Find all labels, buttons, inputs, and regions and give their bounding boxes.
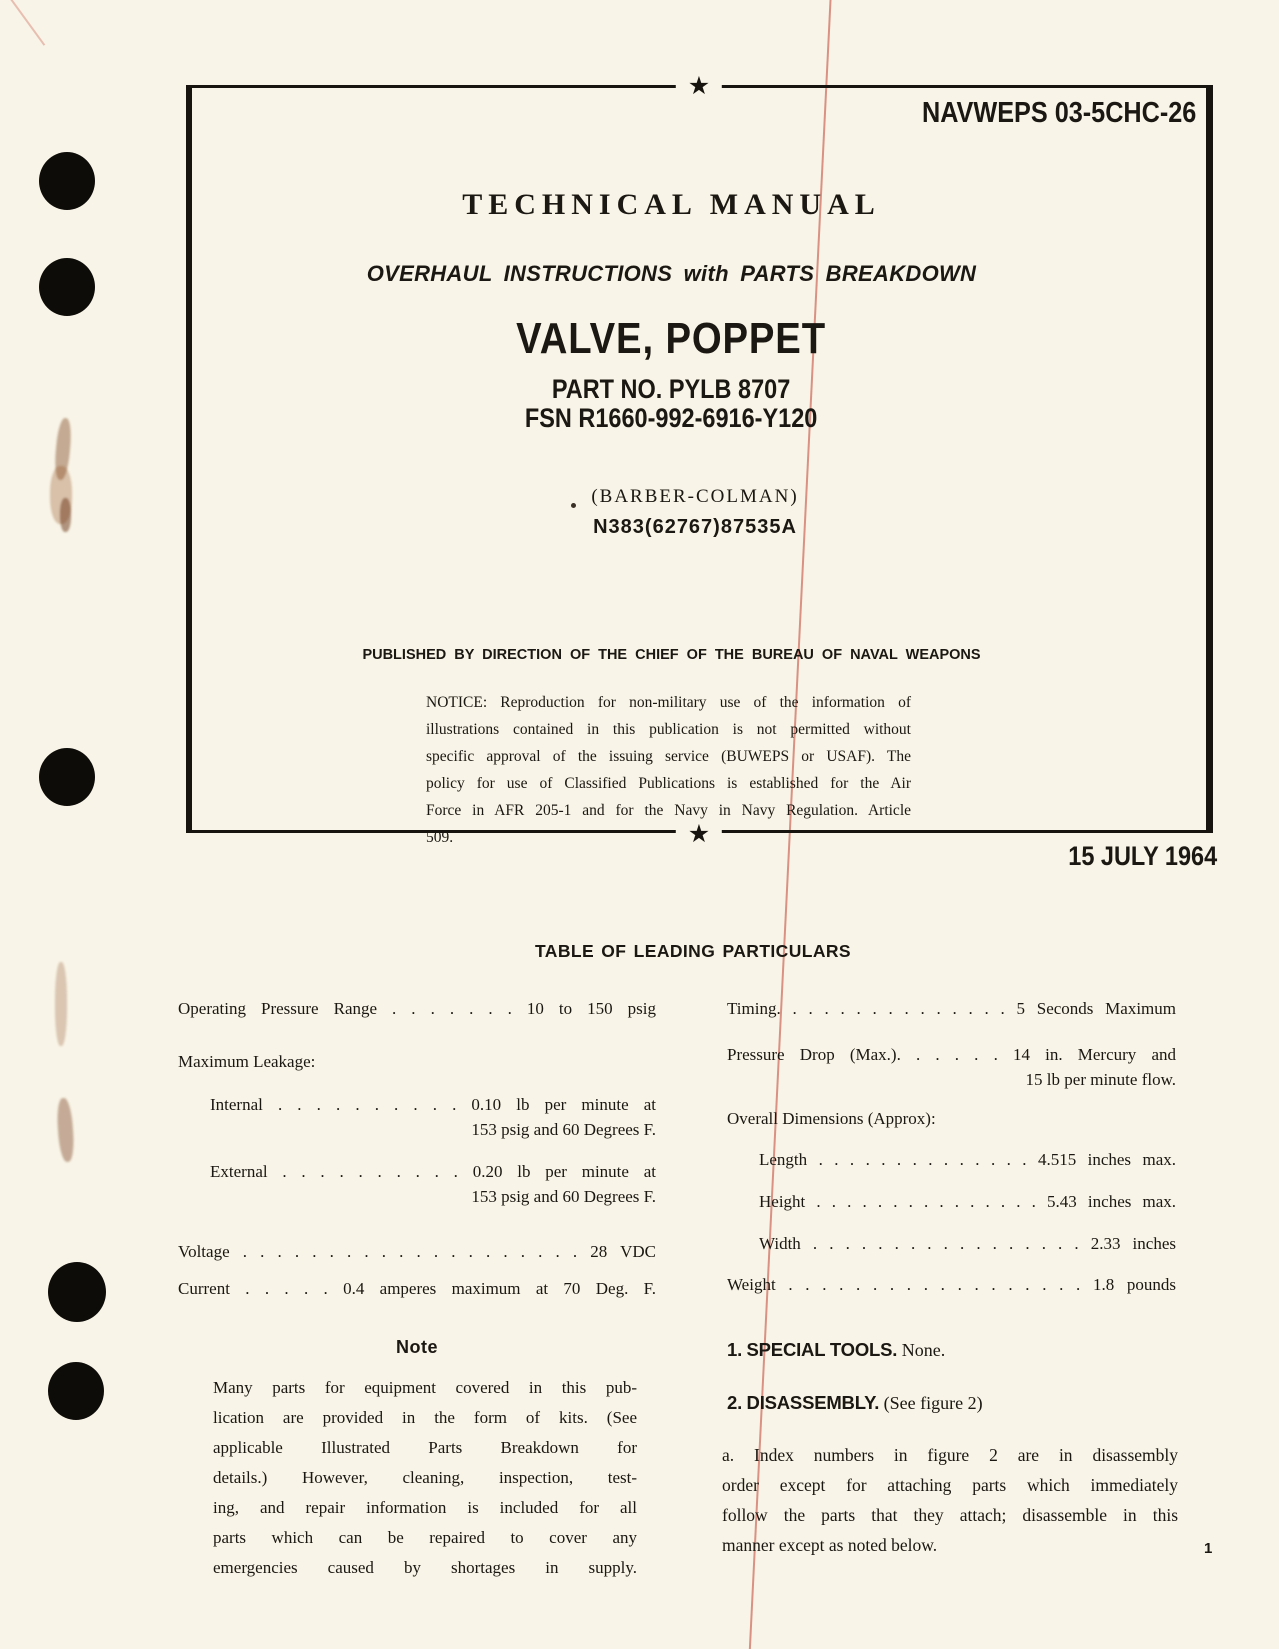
red-scan-line: [6, 0, 45, 46]
binder-hole: [48, 1262, 106, 1322]
page-number: 1: [1204, 1540, 1213, 1557]
manufacturer-code: N383(62767)87535A: [593, 516, 797, 538]
doc-number: NAVWEPS 03-5CHC-26: [921, 97, 1196, 129]
notice-line: NOTICE: Reproduction for non-military use of the information of: [426, 694, 911, 711]
note-paragraph: [213, 1373, 637, 1583]
particular-row: Maximum Leakage:: [178, 1052, 316, 1071]
manual-subtitle: OVERHAUL INSTRUCTIONS with PARTS BREAKDOWN: [366, 261, 977, 286]
particular-continuation: 15 lb per minute flow.: [1025, 1070, 1176, 1089]
binder-hole: [39, 152, 95, 210]
note-line: ing, and repair information is included for all: [213, 1498, 637, 1517]
title-box: [186, 71, 1213, 848]
particular-row: Weight . . . . . . . . . . . . . . . . . . 1.8 pounds: [727, 1275, 1176, 1294]
binder-hole: [39, 258, 95, 316]
particular-row: Height . . . . . . . . . . . . . . . 5.43 inches max.: [759, 1192, 1176, 1211]
note-line: lication are provided in the form of kits. (See: [213, 1408, 637, 1427]
section-title: SPECIAL TOOLS.: [746, 1339, 898, 1360]
particular-row: Pressure Drop (Max.). . . . . . 14 in. Mercury and: [727, 1045, 1176, 1064]
disassembly-paragraph: [722, 1440, 1178, 1560]
notice-line: Force in AFR 205-1 and for the Navy in Navy Regulation. Article: [426, 802, 911, 819]
binder-hole: [39, 748, 95, 806]
manufacturer-name: (BARBER-COLMAN): [591, 486, 799, 507]
section-number: 2.: [727, 1392, 743, 1413]
particular-row: Width . . . . . . . . . . . . . . . . . 2.33 inches: [759, 1234, 1176, 1253]
issue-date: 15 JULY 1964: [1068, 841, 1217, 871]
note-line: applicable Illustrated Parts Breakdown for: [213, 1438, 637, 1457]
scan-artifact: [56, 1098, 75, 1163]
notice-line: policy for use of Classified Publications is established for the Air: [426, 775, 911, 792]
section-text: None.: [901, 1340, 946, 1360]
scan-artifact: [60, 498, 71, 532]
particulars-right: [727, 999, 1176, 1329]
particular-row: Length . . . . . . . . . . . . . . 4.515 inches max.: [759, 1150, 1176, 1169]
notice-line: specific approval of the issuing service (BUWEPS or USAF). The: [426, 748, 911, 765]
star-icon-top: ★: [676, 73, 722, 98]
notice-line: illustrations contained in this publication is not permitted without: [426, 721, 911, 738]
notice-line: 509.: [426, 829, 454, 846]
particular-row: Voltage . . . . . . . . . . . . . . . . . . . . 28 VDC: [178, 1242, 656, 1261]
part-number: PART NO. PYLB 8707: [552, 374, 791, 404]
para-line: manner except as noted below.: [722, 1535, 938, 1555]
particular-row: Internal . . . . . . . . . . 0.10 lb per minute at: [210, 1095, 656, 1114]
particular-row: Current . . . . . 0.4 amperes maximum at 70 Deg. F.: [178, 1279, 656, 1298]
particular-row: Operating Pressure Range . . . . . . . 10 to 150 psig: [178, 999, 656, 1018]
note-line: parts which can be repaired to cover any: [213, 1528, 637, 1547]
scan-artifact: [55, 962, 67, 1046]
item-title: VALVE, POPPET: [516, 314, 827, 363]
binder-hole: [48, 1362, 104, 1420]
note-line: details.) However, cleaning, inspection, test-: [213, 1468, 637, 1487]
particulars-left: [178, 999, 656, 1329]
section-title: DISASSEMBLY.: [746, 1392, 880, 1413]
particular-continuation: 153 psig and 60 Degrees F.: [471, 1187, 656, 1206]
published-by: PUBLISHED BY DIRECTION OF THE CHIEF OF THE BUREAU OF NAVAL WEAPONS: [362, 647, 981, 663]
para-line: order except for attaching parts which immediately: [722, 1475, 1178, 1495]
note-line: emergencies caused by shortages in supply.: [213, 1558, 637, 1577]
manual-title: TECHNICAL MANUAL: [462, 188, 881, 221]
para-line: follow the parts that they attach; disassemble in this: [722, 1505, 1178, 1525]
particulars-heading: TABLE OF LEADING PARTICULARS: [535, 941, 851, 961]
section-disassembly: [727, 1392, 983, 1414]
section-special-tools: [727, 1339, 945, 1361]
particular-row: Timing. . . . . . . . . . . . . . . 5 Seconds Maximum: [727, 999, 1176, 1018]
particular-row: External . . . . . . . . . . 0.20 lb per minute at: [210, 1162, 656, 1181]
section-number: 1.: [727, 1339, 743, 1360]
particular-row: Overall Dimensions (Approx):: [727, 1109, 936, 1128]
fsn-number: FSN R1660-992-6916-Y120: [525, 403, 818, 433]
notice-paragraph: [426, 689, 911, 851]
section-text: (See figure 2): [883, 1393, 983, 1413]
star-icon-bottom: ★: [676, 821, 722, 846]
note-line: Many parts for equipment covered in this pub-: [213, 1378, 637, 1397]
note-heading: Note: [396, 1337, 438, 1357]
particular-continuation: 153 psig and 60 Degrees F.: [471, 1120, 656, 1139]
para-line: a. Index numbers in figure 2 are in disassembly: [722, 1445, 1178, 1465]
